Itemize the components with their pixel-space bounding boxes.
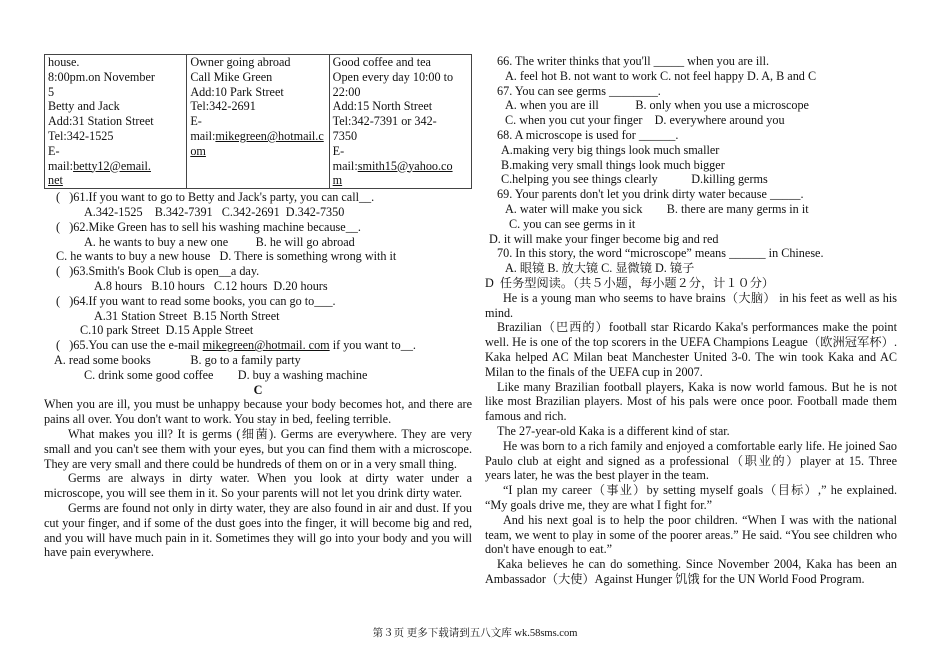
- email-link[interactable]: m: [332, 173, 343, 188]
- ad-text: 22:00: [332, 84, 361, 99]
- ad-text: Call Mike Green: [190, 69, 273, 84]
- options-63: A.8 hours B.10 hours C.12 hours D.20 hours: [94, 278, 328, 293]
- options-67a: A. when you are ill B. only when you use a microscope: [505, 98, 809, 113]
- question-text: if you want to__.: [329, 338, 416, 353]
- options-68a: A.making very big things look much smaller: [501, 142, 720, 157]
- ad-party: [45, 55, 187, 189]
- ad-text: Add:15 North Street: [332, 99, 433, 114]
- options-68b: B.making very small things look much bigger: [501, 157, 725, 172]
- section-d-paragraph: He is a young man who seems to have brains（大脑） in his feet as well as his mind.: [485, 290, 897, 320]
- ad-text: Add:31 Station Street: [48, 114, 154, 129]
- question-text: ( )65.You can use the e-mail: [56, 338, 203, 353]
- question-67: 67. You can see germs ________.: [497, 83, 661, 98]
- question-69: 69. Your parents don't let you drink dirty water because _____.: [497, 187, 804, 202]
- left-column: [44, 54, 472, 560]
- options-65a: A. read some books B. go to a family party: [54, 352, 301, 367]
- section-d-paragraph: Kaka believes he can do something. Since November 2004, Kaka has been an Ambassador（大使）Against Hunger 饥饿 for the UN World Food Program.: [485, 557, 897, 586]
- ad-text: Tel:342-7391 or 342-: [332, 114, 437, 129]
- options-66: A. feel hot B. not want to work C. not feel happy D. A, B and C: [505, 68, 817, 83]
- ad-text: house.: [48, 55, 80, 69]
- ad-text: mail:: [190, 128, 216, 143]
- question-70: 70. In this story, the word “microscope” means ______ in Chinese.: [497, 246, 824, 261]
- question-68: 68. A microscope is used for ______.: [497, 127, 679, 142]
- ad-text: 5: [48, 84, 55, 99]
- section-d-paragraph: And his next goal is to help the poor children. “When I was with the national team, we went to play in some of the poorer areas.” He said. “You see children who don't have enough to eat.”: [485, 512, 897, 557]
- ad-text: Tel:342-1525: [48, 128, 114, 143]
- section-c-paragraph: Germs are found not only in dirty water, they are also found in air and dust. If you cut your finger, and if some of the dust goes into the finger, it will become big and red, and you will have much pain in it. Sometimes they will go into your body and you will have pain everywhere.: [44, 500, 472, 560]
- section-c-title: C: [253, 382, 263, 397]
- section-c-paragraph: Germs are always in dirty water. When you look at dirty water under a microscope, you will see them in it. So your parents will not let you drink dirty water.: [44, 471, 472, 501]
- question-64: ( )64.If you want to read some books, you can go to___.: [56, 293, 336, 308]
- options-64b: C.10 park Street D.15 Apple Street: [80, 323, 254, 338]
- options-69a: A. water will make you sick B. there are many germs in it: [505, 201, 809, 216]
- ad-text: mail:: [48, 158, 74, 173]
- section-c-paragraph: What makes you ill? It is germs (细菌). Germs are everywhere. They are very small and you can't see them with your eyes, but you can find them with a microscope. They are very small and there could be hundreds of them on or in a very small thing.: [44, 426, 472, 471]
- right-column: [485, 54, 897, 587]
- section-c-paragraph: When you are ill, you must be unhappy because your body becomes hot, and there are pains all over. You don't want to work. You stay in bed, feeling terrible.: [44, 397, 472, 427]
- options-68c: C.helping you see things clearly D.killing germs: [501, 172, 768, 187]
- question-62: ( )62.Mike Green has to sell his washing machine because__.: [56, 219, 361, 234]
- options-69b: C. you can see germs in it: [509, 216, 636, 231]
- ad-text: 7350: [332, 128, 358, 143]
- options-65b: C. drink some good coffee D. buy a washing machine: [84, 367, 368, 382]
- section-d-paragraph: The 27-year-old Kaka is a different kind of star.: [497, 423, 730, 438]
- options-62b: C. he wants to buy a new house D. There is something wrong with it: [56, 249, 397, 264]
- question-65: [44, 338, 472, 353]
- ad-text: Open every day 10:00 to: [332, 69, 454, 84]
- options-62a: A. he wants to buy a new one B. he will go abroad: [84, 234, 355, 249]
- ads-table: [44, 54, 472, 189]
- section-d-paragraph: “I plan my career（事业）by setting myself goals（目标）,” he explained. “My goals drive me, they are what I fight for.”: [485, 483, 897, 512]
- email-link[interactable]: smith15@yahoo.co: [357, 158, 453, 173]
- ad-text: Add:10 Park Street: [190, 84, 284, 99]
- ad-text: Tel:342-2691: [190, 99, 256, 114]
- options-69c: D. it will make your finger become big and red: [489, 231, 719, 246]
- ad-text: E-: [190, 114, 202, 129]
- ad-text: Betty and Jack: [48, 99, 120, 114]
- email-link[interactable]: mikegreen@hotmail. com: [202, 338, 330, 353]
- options-70: A. 眼镜 B. 放大镜 C. 显微镜 D. 镜子: [505, 261, 695, 276]
- section-d-heading: D 任务型阅读。（共５小题，每小题２分，计１０分）: [485, 275, 775, 290]
- email-link[interactable]: betty12@email.: [73, 158, 151, 173]
- ad-text: mail:: [332, 158, 358, 173]
- email-link[interactable]: net: [48, 173, 63, 188]
- page-footer: 第３页 更多下载请到五八文库 wk.58sms.com: [372, 628, 578, 639]
- ad-washing-machine: [187, 55, 329, 189]
- ad-text: E-: [332, 143, 345, 158]
- ad-text: Owner going abroad: [190, 55, 291, 69]
- section-d-paragraph: He was born to a rich family and enjoyed a comfortable early life. He joined Sao Paulo club at eight and signed as a professional（职业的）player at 15. Three years later, he was the best player in the team.: [485, 438, 897, 483]
- email-link[interactable]: mikegreen@hotmail.c: [215, 128, 324, 143]
- ad-text: E-: [48, 143, 60, 158]
- ad-book-club: [329, 55, 471, 189]
- question-61: ( )61.If you want to go to Betty and Jack's party, you can call__.: [56, 190, 375, 205]
- options-67b: C. when you cut your finger D. everywhere around you: [505, 113, 785, 128]
- ad-text: 8:00pm.on November: [48, 69, 155, 84]
- options-64a: A.31 Station Street B.15 North Street: [94, 308, 280, 323]
- email-link[interactable]: om: [190, 143, 206, 158]
- section-d-paragraph: Like many Brazilian football players, Kaka is now world famous. But he is not like most Brazilian players. Most of his pals were once poor. Football made them famous and rich.: [485, 379, 897, 424]
- question-66: 66. The writer thinks that you'll _____ when you are ill.: [497, 54, 770, 68]
- section-d-paragraph: Brazilian（巴西的）football star Ricardo Kaka's performances make the point well. He is one of the top scorers in the UEFA Champions League（欧洲冠军杯）. Kaka helped AC Milan beat Manchester United 3-0. The win took Kaka and AC Milan to the finals of the UEFA cup in 2007.: [485, 320, 897, 379]
- options-61: A.342-1525 B.342-7391 C.342-2691 D.342-7350: [84, 204, 345, 219]
- question-63: ( )63.Smith's Book Club is open__a day.: [56, 264, 260, 279]
- ad-text: Good coffee and tea: [332, 55, 431, 69]
